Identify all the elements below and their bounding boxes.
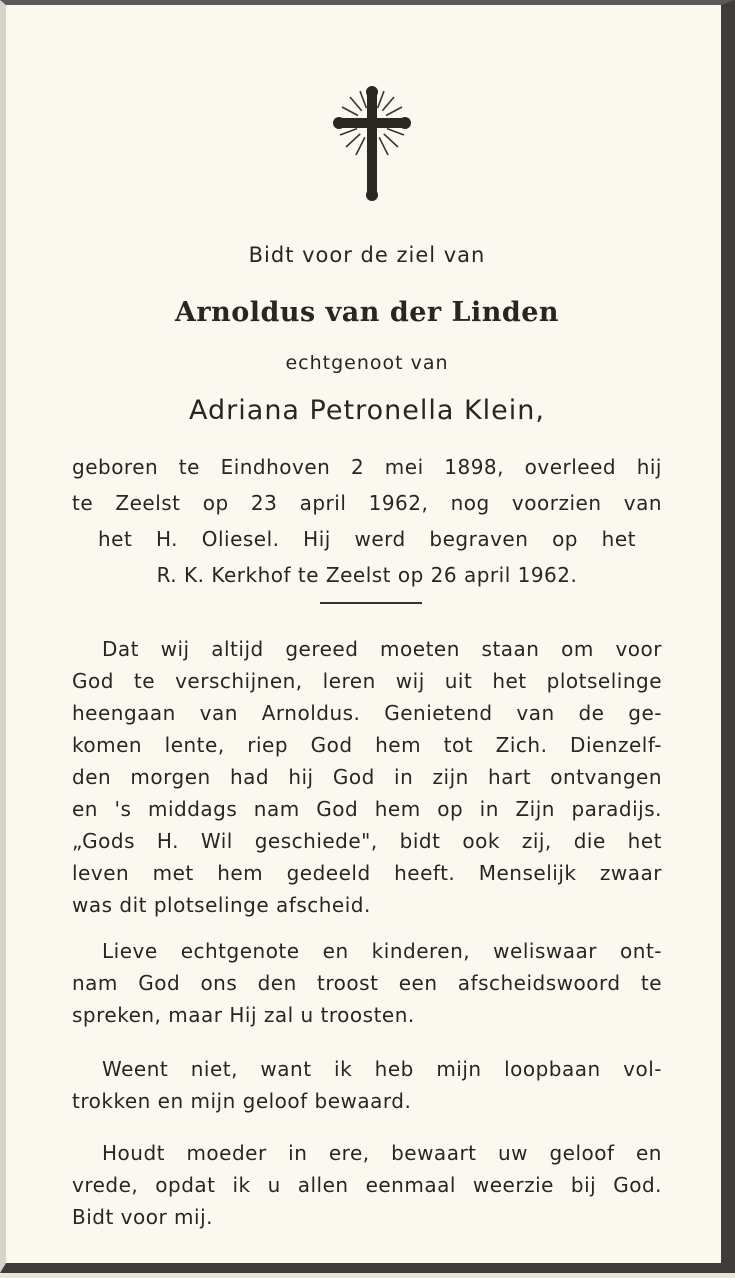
card-text: [72, 5, 662, 1278]
paragraph-3: [72, 1053, 662, 1117]
text-line: spreken, maar Hij zal u troosten.: [72, 1003, 415, 1027]
bio-line: geboren te Eindhoven 2 mei 1898, overleed hij: [72, 455, 662, 479]
divider-rule: [320, 602, 422, 604]
text-line: vrede, opdat ik u allen eenmaal weerzie bij God.: [72, 1173, 662, 1197]
text-line: en 's middags nam God hem op in Zijn paradijs.: [72, 797, 662, 821]
text-line: den morgen had hij God in zijn hart ontvangen: [72, 765, 662, 789]
text-line: was dit plotselinge afscheid.: [72, 893, 371, 917]
prayer-heading: Bidt voor de ziel van: [248, 243, 486, 267]
text-line: God te verschijnen, leren wij uit het plotselinge: [72, 669, 662, 693]
paragraph-2: [72, 935, 662, 1031]
paragraph-1: [72, 633, 662, 921]
spouse-name: Adriana Petronella Klein,: [189, 395, 545, 426]
text-line: Houdt moeder in ere, bewaart uw geloof en: [102, 1141, 662, 1165]
text-line: Dat wij altijd gereed moeten staan om voor: [102, 637, 662, 661]
bio-line: R. K. Kerkhof te Zeelst op 26 april 1962.: [156, 563, 578, 587]
text-line: leven met hem gedeeld heeft. Menselijk zwaar: [72, 861, 662, 885]
deceased-name: Arnoldus van der Linden: [174, 297, 560, 328]
text-line: heengaan van Arnoldus. Genietend van de ge-: [72, 701, 662, 725]
text-line: trokken en mijn geloof bewaard.: [72, 1089, 412, 1113]
text-line: komen lente, riep God hem tot Zich. Dienzelf-: [72, 733, 662, 757]
spouse-label: echtgenoot van: [285, 352, 449, 374]
biography: [72, 449, 662, 593]
bio-line: het H. Oliesel. Hij werd begraven op het: [98, 527, 636, 551]
text-line: nam God ons den troost een afscheidswoord te: [72, 971, 662, 995]
bio-line: te Zeelst op 23 april 1962, nog voorzien van: [72, 491, 662, 515]
paragraph-4: [72, 1137, 662, 1233]
text-line: Weent niet, want ik heb mijn loopbaan vol-: [102, 1057, 662, 1081]
text-line: „Gods H. Wil geschiede", bidt ook zij, die het: [72, 829, 662, 853]
text-line: Bidt voor mij.: [72, 1205, 214, 1229]
text-line: Lieve echtgenote en kinderen, weliswaar ont-: [102, 939, 662, 963]
